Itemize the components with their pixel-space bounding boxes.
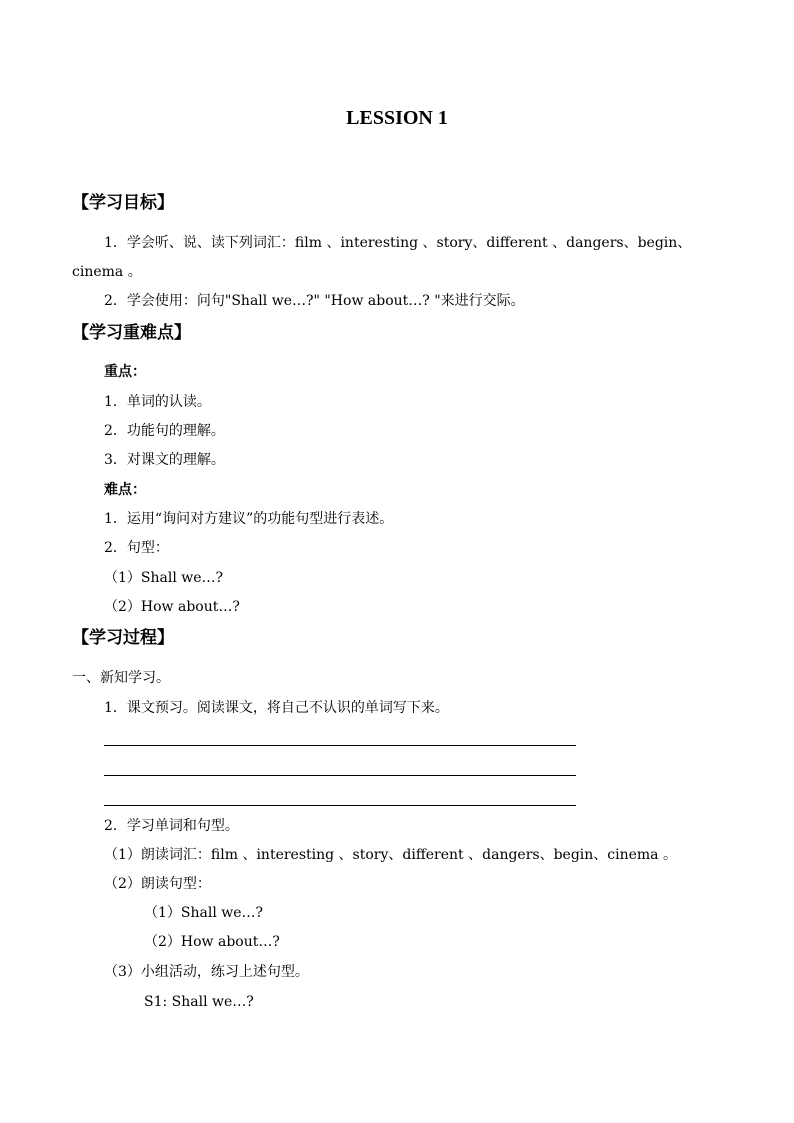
process-step-1: 1．课文预习。阅读课文，将自己不认识的单词写下来。	[104, 700, 449, 716]
answer-line-3[interactable]	[104, 805, 576, 806]
process-sub-2-pattern-1: （1）Shall we…?	[144, 905, 264, 921]
process-sub-1: （1）朗读词汇：film 、interesting 、story、different 、dangers、begin、cinema 。	[104, 847, 677, 863]
difficult-item-1: 1．运用“询问对方建议”的功能句型进行表述。	[104, 511, 394, 527]
process-sub-2: （2）朗读句型：	[104, 876, 211, 892]
process-sub-3: （3）小组活动，练习上述句型。	[104, 964, 309, 980]
key-item-3: 3．对课文的理解。	[104, 452, 225, 468]
answer-line-2[interactable]	[104, 775, 576, 776]
difficult-item-2: 2．句型：	[104, 540, 169, 556]
process-part-1: 一、新知学习。	[72, 670, 170, 686]
pattern-2: （2）How about…?	[104, 599, 240, 615]
objective-item-2: 2．学会使用：问句"Shall we…?" "How about…? "来进行交际。	[104, 293, 525, 309]
key-item-1: 1．单词的认读。	[104, 394, 211, 410]
key-item-2: 2．功能句的理解。	[104, 423, 225, 439]
dialog-s1: S1: Shall we…?	[144, 994, 254, 1010]
pattern-1: （1）Shall we…?	[104, 570, 224, 586]
answer-line-1[interactable]	[104, 745, 576, 746]
objective-item-1-line-1: 1．学会听、说、读下列词汇：film 、interesting 、story、different 、dangers、begin、	[104, 235, 692, 251]
difficult-label: 难点：	[104, 482, 146, 498]
heading-key-points: 【学习重难点】	[72, 323, 191, 343]
key-label: 重点：	[104, 364, 146, 380]
process-sub-2-pattern-2: （2）How about…?	[144, 934, 280, 950]
page-title: LESSION 1	[346, 107, 448, 129]
process-step-2: 2．学习单词和句型。	[104, 818, 239, 834]
objective-item-1-line-2: cinema 。	[72, 264, 142, 280]
heading-objectives: 【学习目标】	[72, 193, 174, 213]
heading-process: 【学习过程】	[72, 628, 174, 648]
